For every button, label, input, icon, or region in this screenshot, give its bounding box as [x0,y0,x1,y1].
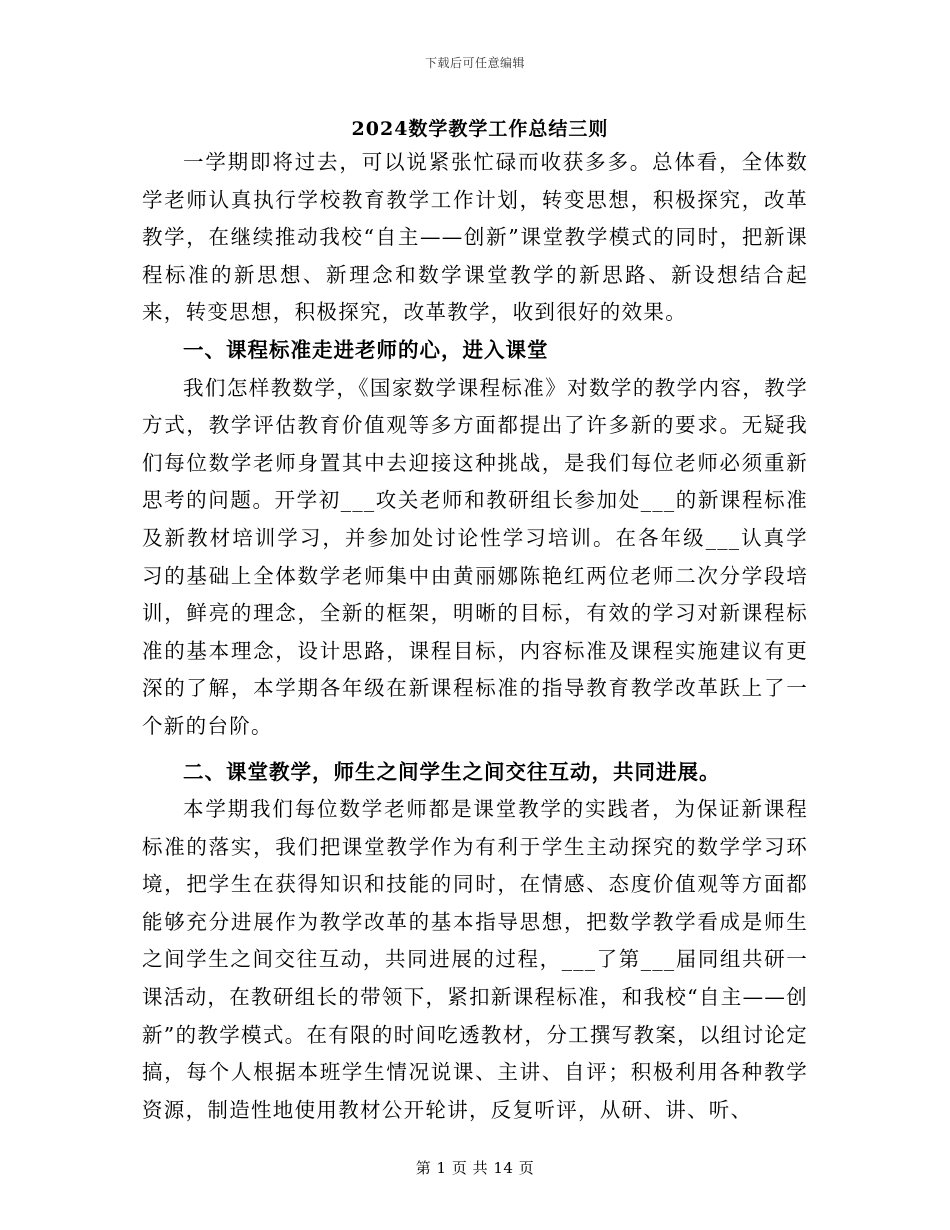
section-1-heading: 一、课程标准走进老师的心，进入课堂 [183,337,549,362]
section-2-paragraph: 本学期我们每位数学老师都是课堂教学的实践者，为保证新课程标准的落实，我们把课堂教学作为有利于学生主动探究的数学学习环境，把学生在获得知识和技能的同时，在情感、态度价值观等方面都能够充分进展作为教学改革的基本指导思想，把数学教学看成是师生之间学生之间交往互动，共同进展的过程，___了第___届同组共研一课活动，在教研组长的带领下，紧扣新课程标准，和我校“自主——创新”的教学模式。在有限的时间吃透教材，分工撰写教案，以组讨论定搞，每个人根据本班学生情况说课、主讲、自评；积极利用各种教学资源，制造性地使用教材公开轮讲，反复听评，从研、讲、听、 [142,797,808,1122]
document-title: 2024数学教学工作总结三则 [351,118,609,140]
page-number: 第 1 页 共 14 页 [415,1159,535,1177]
download-note: 下载后可任意编辑 [424,56,525,70]
document-body [142,114,808,1129]
section-2-heading: 二、课堂教学，师生之间学生之间交往互动，共同进展。 [183,759,721,784]
section-1-paragraph: 我们怎样教数学，《国家数学课程标准》对数学的教学内容，教学方式，教学评估教育价值观等多方面都提出了许多新的要求。无疑我们每位数学老师身置其中去迎接这种挑战，是我们每位老师必须重新思考的问题。开学初___攻关老师和教研组长参加处___的新课程标准及新教材培训学习，并参加处讨论性学习培训。在各年级___认真学习的基础上全体数学老师集中由黄丽娜陈艳红两位老师二次分学段培训，鲜亮的理念，全新的框架，明晰的目标，有效的学习对新课程标准的基本理念，设计思路，课程目标，内容标准及课程实施建议有更深的了解，本学期各年级在新课程标准的指导教育教学改革跃上了一个新的台阶。 [142,375,808,738]
intro-paragraph: 一学期即将过去，可以说紧张忙碌而收获多多。总体看，全体数学老师认真执行学校教育教学工作计划，转变思想，积极探究，改革教学，在继续推动我校“自主——创新”课堂教学模式的同时，把新课程标准的新思想、新理念和数学课堂教学的新思路、新设想结合起来，转变思想，积极探究，改革教学，收到很好的效果。 [142,150,808,325]
